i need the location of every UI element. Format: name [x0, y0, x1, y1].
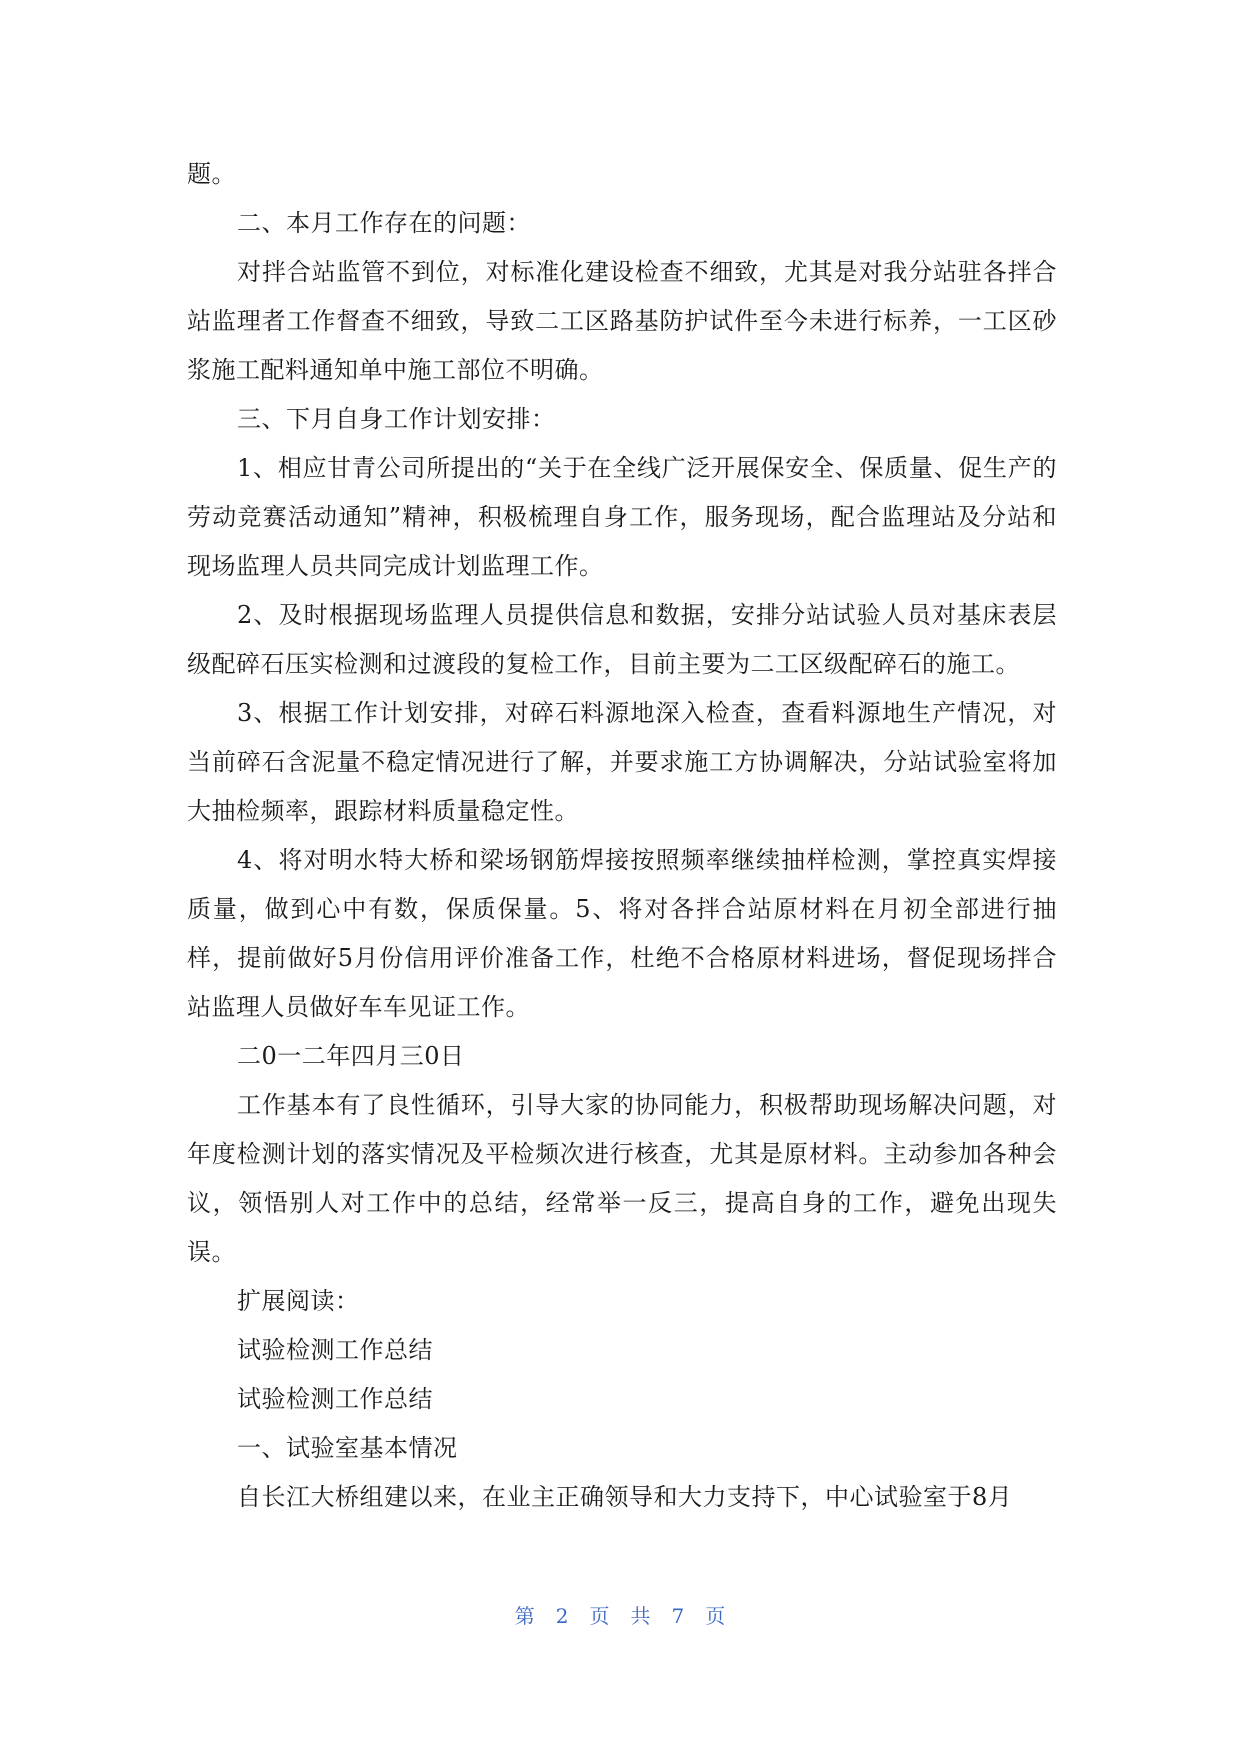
paragraph-continuation: 题。 — [187, 160, 236, 188]
total-pages-number: 7 — [671, 1604, 686, 1628]
section-heading-lab-basic-info: 一、试验室基本情况 — [237, 1434, 458, 1462]
plan-item-2: 2、及时根据现场监理人员提供信息和数据，安排分站试验人员对基床表层级配碎石压实检测和过渡段的复检工作，目前主要为二工区级配碎石的施工。 — [187, 601, 1057, 678]
plan-item-4-5: 4、将对明水特大桥和梁场钢筋焊接按照频率继续抽样检测，掌控真实焊接质量，做到心中有数，保质保量。5、将对各拌合站原材料在月初全部进行抽样，提前做好5月份信用评价准备工作，杜绝不合格原材料进场，督促现场拌合站监理人员做好车车见证工作。 — [187, 846, 1057, 1021]
section-heading-next-month-plan: 三、下月自身工作计划安排： — [237, 405, 556, 433]
total-suffix: 页 — [705, 1604, 727, 1628]
plan-item-1: 1、相应甘青公司所提出的“关于在全线广泛开展保安全、保质量、促生产的劳动竞赛活动通知”精神，积极梳理自身工作，服务现场，配合监理站及分站和现场监理人员共同完成计划监理工作。 — [187, 454, 1057, 580]
paragraph-problems: 对拌合站监管不到位，对标准化建设检查不细致，尤其是对我分站驻各拌合站监理者工作督查不细致，导致二工区路基防护试件至今未进行标养，一工区砂浆施工配料通知单中施工部位不明确。 — [187, 258, 1057, 384]
extended-reading-label: 扩展阅读： — [237, 1287, 360, 1315]
section-heading-problems: 二、本月工作存在的问题： — [237, 209, 531, 237]
current-page-number: 2 — [555, 1604, 570, 1628]
extended-reading-title-2: 试验检测工作总结 — [237, 1385, 433, 1413]
paragraph-lab-intro: 自长江大桥组建以来，在业主正确领导和大力支持下，中心试验室于8月 — [237, 1483, 1013, 1511]
extended-reading-title-1: 试验检测工作总结 — [237, 1336, 433, 1364]
page-label: 第 — [514, 1604, 536, 1628]
page-number-footer — [0, 1600, 1241, 1629]
total-label: 共 — [630, 1604, 652, 1628]
plan-item-3: 3、根据工作计划安排，对碎石料源地深入检查，查看料源地生产情况，对当前碎石含泥量不稳定情况进行了解，并要求施工方协调解决，分站试验室将加大抽检频率，跟踪材料质量稳定性。 — [187, 699, 1057, 825]
document-date: 二0一二年四月三0日 — [237, 1042, 465, 1070]
page-suffix: 页 — [589, 1604, 611, 1628]
paragraph-summary: 工作基本有了良性循环，引导大家的协同能力，积极帮助现场解决问题，对年度检测计划的落实情况及平检频次进行核查，尤其是原材料。主动参加各种会议，领悟别人对工作中的总结，经常举一反三，提高自身的工作，避免出现失误。 — [187, 1091, 1057, 1266]
document-body — [187, 150, 1057, 1522]
